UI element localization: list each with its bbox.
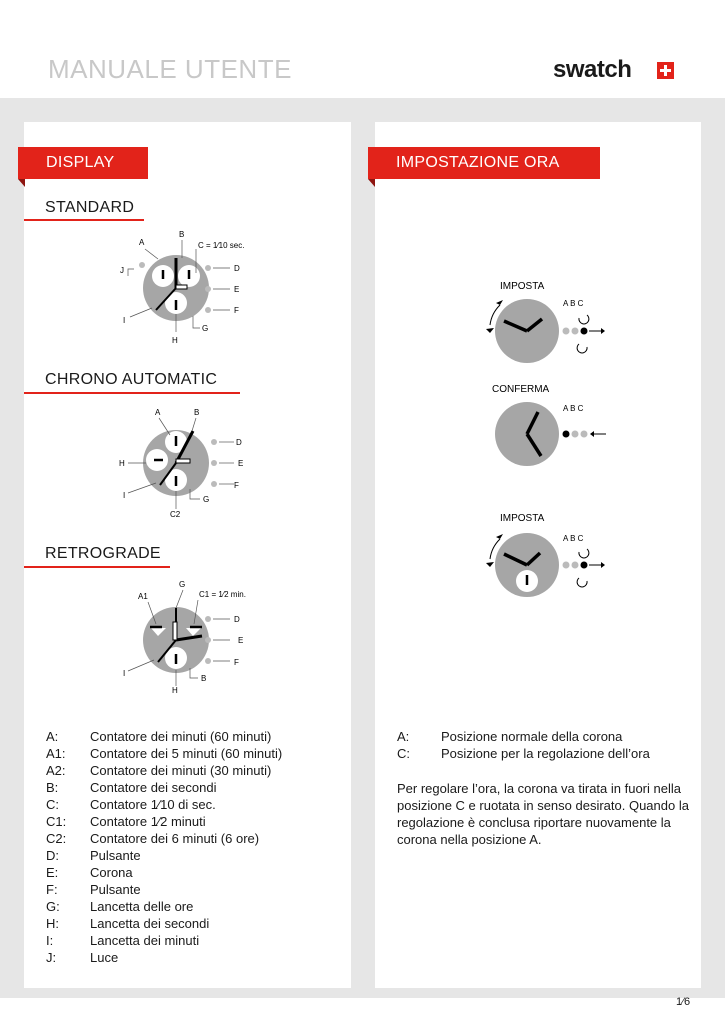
crown-position-labels: A B C [563,534,584,543]
page-header [0,0,725,98]
page-number: 1⁄6 [676,996,691,1008]
banner-fold [368,179,375,187]
label-h: H [119,459,125,468]
label-g: G [202,324,209,333]
step-label: IMPOSTA [500,513,545,524]
standard-heading: STANDARD [45,199,135,216]
standard-underline [24,219,144,221]
instructions-paragraph: Per regolare l’ora, la corona va tirata in fuori nella posizione C e ruotata in senso desirato. Quando la regolazione è conclusa riportare nuovamente la corona nella posizione A. [397,781,689,847]
step-label: CONFERMA [492,384,550,395]
display-banner: DISPLAY [18,147,148,179]
set-time-step-2 [470,378,620,478]
label-d: D [234,264,240,273]
document-title: MANUALE UTENTE [48,54,292,84]
retrograde-heading: RETROGRADE [45,545,161,562]
time-setting-banner: IMPOSTAZIONE ORA [368,147,600,179]
crown-position-labels: A B C [563,404,584,413]
chrono-heading: CHRONO AUTOMATIC [45,371,218,388]
label-c1: C1 = 1⁄2 min. [199,590,246,599]
swiss-cross-icon [657,62,674,79]
chrono-underline [24,392,240,394]
standard-watch-diagram [110,228,270,348]
label-d: D [234,615,240,624]
label-f: F [234,481,239,490]
retrograde-underline [24,566,170,568]
brand-logo: swatch [553,56,632,83]
label-a: A [155,408,161,417]
label-a1: A1 [138,592,148,601]
label-g: G [179,580,186,589]
label-i: I [123,316,126,325]
chrono-watch-diagram [110,403,270,523]
label-c: C = 1⁄10 sec. [198,241,245,250]
label-f: F [234,306,239,315]
label-c2: C2 [170,510,181,519]
label-i: I [123,669,126,678]
label-e: E [238,459,244,468]
label-g: G [203,495,210,504]
label-e: E [238,636,244,645]
label-f: F [234,658,239,667]
banner-fold [18,179,25,187]
crown-position-labels: A B C [563,299,584,308]
step-label: IMPOSTA [500,281,545,292]
label-j: J [120,266,124,275]
label-b: B [194,408,200,417]
retrograde-watch-diagram [110,578,270,700]
label-h: H [172,686,178,695]
label-d: D [236,438,242,447]
label-e: E [234,285,240,294]
label-b: B [201,674,207,683]
label-a: A [139,238,145,247]
set-time-step-1 [470,275,620,375]
label-b: B [179,230,185,239]
set-time-step-3 [470,507,620,607]
label-i: I [123,491,126,500]
label-h: H [172,336,178,345]
